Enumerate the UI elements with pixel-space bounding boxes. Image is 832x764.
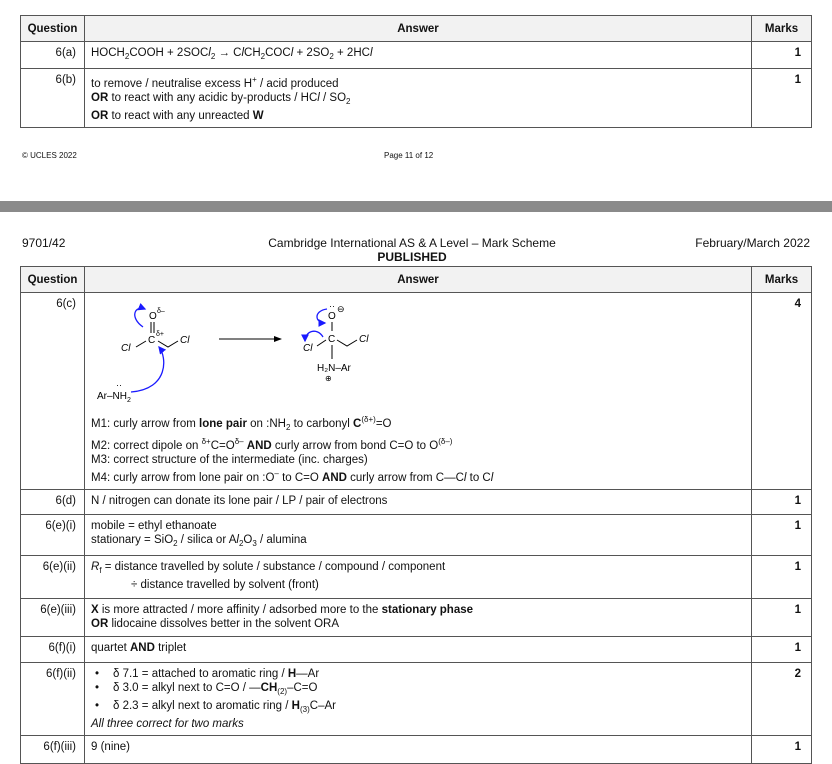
column-answer: Answer [85, 267, 752, 293]
answer-line [91, 641, 745, 655]
answer-line [91, 699, 745, 717]
answer-text: N / nitrogen can donate its lone pair / LP / pair of electrons [91, 495, 388, 507]
delta-plus: δ+ [156, 331, 164, 338]
answer-text: 2 [329, 52, 334, 61]
answer-line [91, 560, 745, 578]
ammonium-label: H₂N–Ar [317, 363, 351, 374]
answer-text: R [91, 561, 100, 573]
answer-text: 2 [285, 423, 291, 432]
question-number: 6(c) [21, 293, 85, 490]
marks-value: 4 [752, 293, 812, 490]
answer-cell [85, 637, 752, 663]
answer-text: to react with any unreacted [108, 110, 253, 122]
curly-arrow [135, 308, 145, 327]
answer-text: l [290, 47, 294, 59]
svg-text:··: ·· [116, 380, 122, 390]
answer-cell [85, 663, 752, 736]
column-marks: Marks [752, 267, 812, 293]
carbonyl-carbon: C [148, 335, 156, 346]
footer-copyright: © UCLES 2022 [22, 151, 77, 160]
answer-cell [85, 293, 752, 490]
question-number: 6(b) [21, 69, 85, 128]
answer-text: l [241, 47, 245, 59]
question-number: 6(f)(iii) [21, 736, 85, 764]
answer-text: OR [91, 110, 109, 122]
answer-text: quartet [91, 642, 130, 654]
answer-line [91, 109, 745, 123]
answer-text: l [317, 92, 320, 104]
answer-text: is more attracted / more affinity / adsorbed more to the [98, 604, 382, 616]
tetrahedral-carbon: C [328, 334, 336, 345]
answer-text: to remove / neutralise excess H [91, 78, 253, 90]
answer-text: –C=O [287, 682, 318, 694]
answer-text: to react with any acidic by-products / HC [108, 92, 318, 104]
answer-text: stationary phase [381, 604, 474, 616]
question-number: 6(a) [21, 42, 85, 69]
answer-text: curly arrow from bond C=O to O [271, 440, 439, 452]
answer-text: OR [91, 618, 109, 630]
answer-line [91, 467, 745, 485]
question-number: 6(f)(ii) [21, 663, 85, 736]
answer-line [91, 681, 745, 699]
answer-text: / alumina [256, 534, 307, 546]
curly-arrow [305, 331, 323, 341]
alkoxide-oxygen: O [328, 311, 336, 322]
answer-cell [85, 42, 752, 69]
answer-text: triplet [154, 642, 187, 654]
mark-scheme-table-page-11 [20, 15, 812, 128]
answer-text: / acid produced [256, 78, 339, 90]
table-row [21, 42, 812, 69]
answer-text: 2 [260, 52, 266, 61]
chlorine-label: Cl [359, 334, 369, 345]
answer-line [91, 435, 745, 453]
delta-minus: δ– [157, 308, 165, 315]
answer-text: mobile = ethyl ethanoate [91, 520, 217, 532]
answer-text: l [236, 534, 239, 546]
marks-value: 1 [752, 42, 812, 69]
answer-cell [85, 515, 752, 556]
question-number: 6(f)(i) [21, 637, 85, 663]
answer-text: 9 (nine) [91, 741, 130, 753]
answer-text: 2 [124, 52, 130, 61]
answer-line [91, 46, 745, 64]
answer-text: H [287, 668, 297, 680]
answer-line [91, 91, 745, 109]
title-line: Cambridge International AS & A Level – Mark Scheme [268, 236, 556, 250]
marks-value: 1 [752, 490, 812, 515]
answer-text: CH [260, 682, 278, 694]
answer-text: 3 [252, 539, 257, 548]
answer-text: l [208, 47, 211, 59]
column-question: Question [21, 16, 85, 42]
question-number: 6(d) [21, 490, 85, 515]
answer-text: → C [215, 47, 242, 59]
answer-line [91, 717, 745, 731]
answer-text: 2 [173, 539, 178, 548]
chlorine-label: Cl [180, 335, 190, 346]
answer-text: ÷ distance travelled by solvent (front) [131, 579, 319, 591]
answer-text: (δ–) [438, 437, 453, 446]
page-break-divider [0, 201, 832, 212]
answer-text: 2 [346, 97, 351, 106]
table-row [21, 69, 812, 128]
answer-text: + [252, 75, 257, 84]
answer-line [91, 603, 745, 617]
column-answer: Answer [85, 16, 752, 42]
amine-label: $Ar-NH_2$ [97, 391, 131, 404]
answer-text: C–Ar [309, 700, 336, 712]
table-row [21, 556, 812, 599]
answer-text: 2 [238, 539, 244, 548]
answer-text: AND [322, 472, 347, 484]
answer-text: HOCH [91, 47, 125, 59]
answer-text: 2 [210, 52, 216, 61]
answer-line [91, 617, 745, 631]
answer-text: lidocaine dissolves better in the solvent ORA [108, 618, 340, 630]
negative-charge: ⊖ [337, 304, 345, 314]
answer-text: f [99, 566, 102, 575]
answer-text: M2: correct dipole on [91, 440, 202, 452]
answer-text: COOH + 2SOC [129, 47, 209, 59]
answer-text: δ– [234, 437, 244, 446]
table-row [21, 637, 812, 663]
table-row [21, 293, 812, 490]
answer-line [91, 519, 745, 533]
table-row [21, 663, 812, 736]
table-row [21, 599, 812, 637]
marks-value: 1 [752, 637, 812, 663]
marks-value: 1 [752, 515, 812, 556]
answer-text: (2) [277, 687, 288, 696]
syllabus-code: 9701/42 [22, 236, 66, 250]
answer-text: = distance travelled by solute / substance / compound / component [101, 561, 446, 573]
answer-text: + 2HC [333, 47, 370, 59]
table-row [21, 515, 812, 556]
answer-text: COC [265, 47, 291, 59]
answer-line [91, 413, 745, 435]
answer-line [91, 667, 745, 681]
carbonyl-oxygen: O [149, 311, 157, 322]
answer-text: δ 3.0 = alkyl next to C=O / — [113, 682, 261, 694]
answer-text: l [490, 472, 494, 484]
answer-cell [85, 736, 752, 764]
answer-text: (δ+) [361, 415, 376, 424]
answer-text: δ 2.3 = alkyl next to aromatic ring / [113, 700, 292, 712]
curly-arrow [131, 347, 164, 392]
answer-text: to carbonyl [290, 418, 354, 430]
answer-cell [85, 69, 752, 128]
answer-text: M3: correct structure of the intermediate (inc. charges) [91, 454, 368, 466]
answer-text: on :NH [246, 418, 286, 430]
answer-text: δ+ [201, 437, 211, 446]
column-marks: Marks [752, 16, 812, 42]
answer-text: =O [375, 418, 392, 430]
answer-text: + 2SO [293, 47, 330, 59]
answer-text: (3) [299, 705, 310, 714]
table-row [21, 490, 812, 515]
marks-value: 1 [752, 599, 812, 637]
answer-text: / silica or A [177, 534, 237, 546]
answer-text: curly arrow from C—C [346, 472, 464, 484]
answer-line [91, 578, 745, 592]
question-number: 6(e)(ii) [21, 556, 85, 599]
answer-cell [85, 599, 752, 637]
question-number: 6(e)(i) [21, 515, 85, 556]
answer-text: CH [244, 47, 261, 59]
answer-text: X [91, 604, 99, 616]
answer-cell [85, 556, 752, 599]
answer-text: AND [130, 642, 155, 654]
answer-text: lone pair [199, 418, 247, 430]
marks-value: 2 [752, 663, 812, 736]
mark-scheme-table-page-12 [20, 266, 812, 764]
question-number: 6(e)(iii) [21, 599, 85, 637]
answer-text: C [353, 418, 362, 430]
marks-value: 1 [752, 736, 812, 764]
answer-text: δ 7.1 = attached to aromatic ring / [113, 668, 288, 680]
answer-text: C=O [210, 440, 235, 452]
answer-text: – [274, 469, 279, 478]
curly-arrow [317, 309, 327, 323]
exam-session: February/March 2022 [695, 236, 810, 250]
answer-text: H [291, 700, 300, 712]
positive-charge: ⊕ [325, 374, 332, 383]
answer-cell [85, 490, 752, 515]
answer-text: to C [466, 472, 491, 484]
answer-line [91, 453, 745, 467]
answer-line [91, 740, 745, 754]
column-question: Question [21, 267, 85, 293]
chlorine-label: Cl [303, 343, 313, 354]
answer-line [91, 494, 745, 508]
answer-line [91, 73, 745, 91]
footer-page-number: Page 11 of 12 [384, 151, 434, 160]
answer-text: M4: curly arrow from lone pair on :O [91, 472, 275, 484]
svg-text:··: ·· [329, 301, 335, 311]
chlorine-label: Cl [121, 343, 131, 354]
mechanism-diagram [91, 297, 411, 407]
answer-text: O [243, 534, 253, 546]
published-label: PUBLISHED [377, 250, 447, 264]
answer-text: All three correct for two marks [91, 718, 244, 730]
marks-value: 1 [752, 556, 812, 599]
answer-text: / SO [319, 92, 347, 104]
answer-text: l [369, 47, 373, 59]
answer-text: to C=O [278, 472, 323, 484]
answer-line [91, 533, 745, 551]
answer-text: —Ar [296, 668, 320, 680]
marks-value: 1 [752, 69, 812, 128]
answer-text: stationary = SiO [91, 534, 174, 546]
answer-text: W [252, 110, 264, 122]
answer-text: l [463, 472, 467, 484]
answer-text: M1: curly arrow from [91, 418, 199, 430]
answer-text: OR [91, 92, 109, 104]
table-row [21, 736, 812, 764]
answer-text: AND [246, 440, 272, 452]
